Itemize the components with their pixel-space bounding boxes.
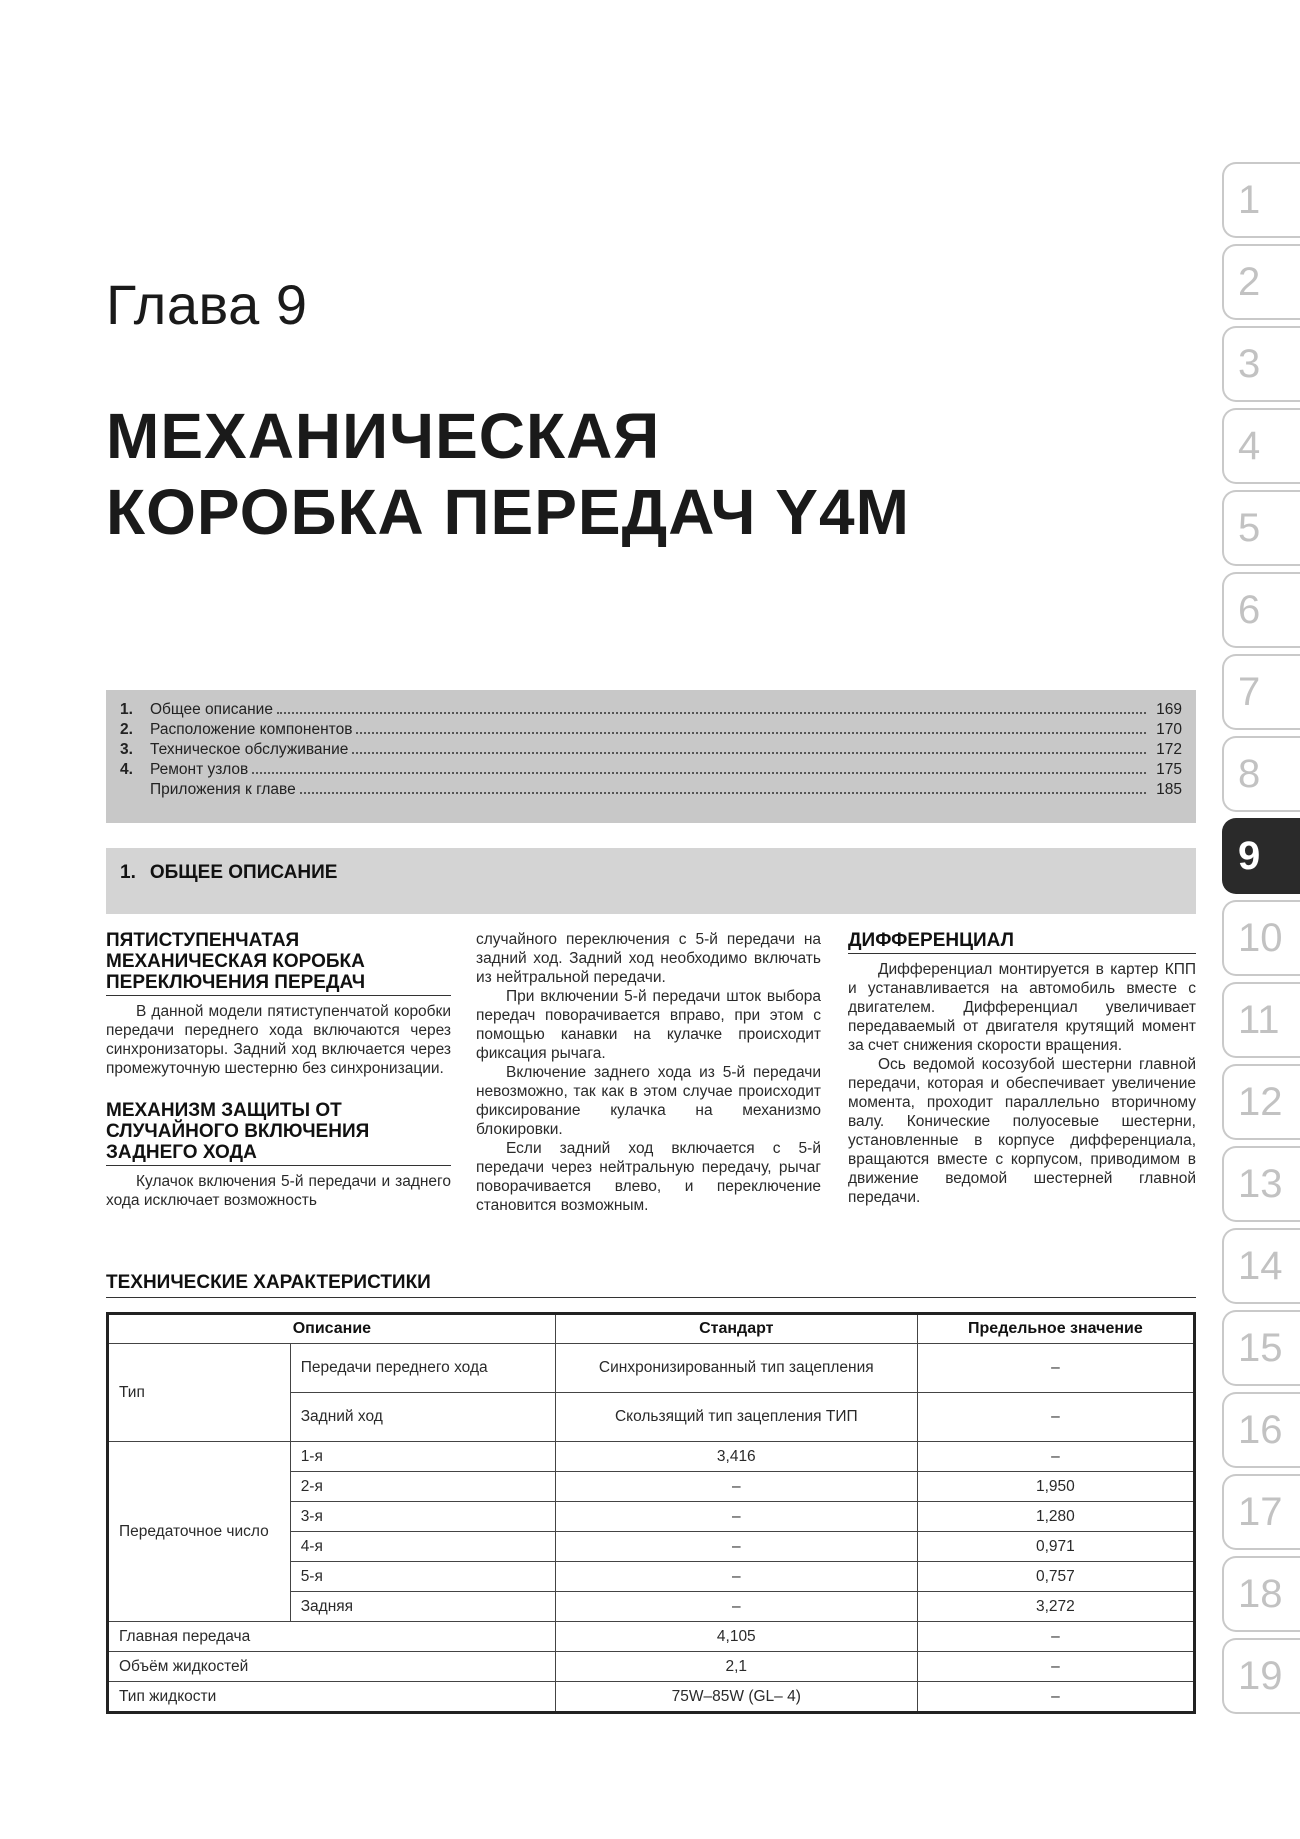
toc-item[interactable] <box>120 720 1182 740</box>
subheading-reverse-protection: МЕХАНИЗМ ЗАЩИТЫ ОТ СЛУЧАЙНОГО ВКЛЮЧЕНИЯ ЗАДНЕГО ХОДА <box>106 1100 451 1166</box>
chapter-title-line-2: КОРОБКА ПЕРЕДАЧ Y4M <box>106 476 910 548</box>
chapter-tab-18[interactable]: 18 <box>1222 1556 1300 1632</box>
paragraph: Дифференциал монтируется в картер КПП и устанавливается на автомобиль вместе с двигателем. Дифференциал увеличивает передаваемый от двигателя крутящий момент за счет снижения скорости вращения. <box>848 961 1196 1054</box>
table-cell: – <box>555 1502 917 1532</box>
table-cell: – <box>555 1562 917 1592</box>
table-cell: 0,757 <box>917 1562 1194 1592</box>
text-column-3 <box>848 930 1196 1207</box>
chapter-tab-4[interactable]: 4 <box>1222 408 1300 484</box>
toc-dot-leader <box>252 771 1146 774</box>
table-cell: 3-я <box>290 1502 555 1532</box>
toc-item[interactable] <box>120 740 1182 760</box>
toc-item-number: 1. <box>120 701 133 718</box>
chapter-tab-5[interactable]: 5 <box>1222 490 1300 566</box>
chapter-tab-12[interactable]: 12 <box>1222 1064 1300 1140</box>
table-cell: 5-я <box>290 1562 555 1592</box>
chapter-tab-6[interactable]: 6 <box>1222 572 1300 648</box>
text-column-2 <box>476 930 821 1215</box>
chapter-label: Глава 9 <box>106 273 308 336</box>
table-cell: 3,416 <box>555 1442 917 1472</box>
paragraph: В данной модели пятиступенчатой коробки передачи переднего хода включаются через синхронизаторы. Задний ход включается через промежуточную шестерню без синхронизации. <box>106 1003 451 1077</box>
toc-item-title: Техническое обслуживание <box>150 741 349 758</box>
table-row <box>108 1344 1195 1393</box>
chapter-title-line-1: МЕХАНИЧЕСКАЯ <box>106 400 661 472</box>
subheading-differential: ДИФФЕРЕНЦИАЛ <box>848 930 1196 954</box>
spec-table <box>106 1312 1196 1714</box>
table-cell: 1,950 <box>917 1472 1194 1502</box>
toc-item-page: 185 <box>1156 781 1182 798</box>
table-cell: Тип жидкости <box>108 1682 556 1713</box>
toc-item-title: Приложения к главе <box>150 781 296 798</box>
section-number: 1. <box>120 862 136 883</box>
table-cell: – <box>917 1652 1194 1682</box>
column-header: Описание <box>108 1314 556 1344</box>
table-cell: – <box>917 1393 1194 1442</box>
table-cell: 75W–85W (GL– 4) <box>555 1682 917 1713</box>
table-cell: – <box>917 1622 1194 1652</box>
chapter-tab-19[interactable]: 19 <box>1222 1638 1300 1714</box>
table-header-row <box>108 1314 1195 1344</box>
toc-item-title: Общее описание <box>150 701 273 718</box>
table-cell: – <box>555 1472 917 1502</box>
paragraph: Кулачок включения 5-й передачи и заднего хода исключает возможность <box>106 1173 451 1209</box>
chapter-tab-3[interactable]: 3 <box>1222 326 1300 402</box>
chapter-tab-1[interactable]: 1 <box>1222 162 1300 238</box>
toc-item-number: 3. <box>120 741 133 758</box>
chapter-tab-7[interactable]: 7 <box>1222 654 1300 730</box>
table-cell: Синхронизированный тип зацепления <box>555 1344 917 1393</box>
section-heading <box>106 848 1196 914</box>
column-header: Предельное значение <box>917 1314 1194 1344</box>
table-cell: 2,1 <box>555 1652 917 1682</box>
table-cell: 1,280 <box>917 1502 1194 1532</box>
table-cell: Объём жидкостей <box>108 1652 556 1682</box>
toc-item-page: 175 <box>1156 761 1182 778</box>
table-cell: Задний ход <box>290 1393 555 1442</box>
toc-item[interactable] <box>120 700 1182 720</box>
table-cell: 1-я <box>290 1442 555 1472</box>
table-cell: – <box>555 1592 917 1622</box>
toc-item-number: 4. <box>120 761 133 778</box>
table-cell: Главная передача <box>108 1622 556 1652</box>
chapter-tab-14[interactable]: 14 <box>1222 1228 1300 1304</box>
chapter-tab-13[interactable]: 13 <box>1222 1146 1300 1222</box>
toc-dot-leader <box>356 731 1146 734</box>
row-group-label: Передаточное число <box>108 1442 291 1622</box>
paragraph: Ось ведомой косозубой шестерни главной передачи, которая и обеспечивает увеличение момента, проходит параллельно вторичному валу. Конические полуосевые шестерни, установленные в корпусе дифференциала, вращаются вместе с корпусом, приводимом в движение ведомой шестерней главной передачи. <box>848 1056 1196 1206</box>
chapter-tab-10[interactable]: 10 <box>1222 900 1300 976</box>
toc-item[interactable] <box>120 780 1182 800</box>
table-cell: 4,105 <box>555 1622 917 1652</box>
chapter-tab-11[interactable]: 11 <box>1222 982 1300 1058</box>
table-cell: 0,971 <box>917 1532 1194 1562</box>
toc-item-page: 170 <box>1156 721 1182 738</box>
chapter-tab-16[interactable]: 16 <box>1222 1392 1300 1468</box>
table-of-contents <box>106 690 1196 823</box>
toc-item-page: 172 <box>1156 741 1182 758</box>
chapter-tabs <box>1222 162 1300 1720</box>
paragraph: Если задний ход включается с 5-й передачи через нейтральную передачу, рычаг поворачивается влево, и переключение становится возможным. <box>476 1140 821 1214</box>
toc-item-title: Ремонт узлов <box>150 761 249 778</box>
chapter-tab-17[interactable]: 17 <box>1222 1474 1300 1550</box>
toc-item-page: 169 <box>1156 701 1182 718</box>
table-cell: Скользящий тип зацепления ТИП <box>555 1393 917 1442</box>
toc-dot-leader <box>300 791 1146 794</box>
toc-dot-leader <box>277 711 1146 714</box>
text-column-1 <box>106 930 451 1210</box>
paragraph: Включение заднего хода из 5-й передачи невозможно, так как в этом случае происходит фиксирование кулачка на механизмо блокировки. <box>476 1064 821 1138</box>
table-cell: – <box>917 1344 1194 1393</box>
table-cell: Задняя <box>290 1592 555 1622</box>
table-cell: 3,272 <box>917 1592 1194 1622</box>
chapter-tab-9[interactable]: 9 <box>1222 818 1300 894</box>
table-cell: 2-я <box>290 1472 555 1502</box>
table-cell: – <box>917 1682 1194 1713</box>
chapter-tab-8[interactable]: 8 <box>1222 736 1300 812</box>
toc-dot-leader <box>352 751 1146 754</box>
table-cell: Передачи переднего хода <box>290 1344 555 1393</box>
table-row <box>108 1682 1195 1713</box>
tech-specs-title: ТЕХНИЧЕСКИЕ ХАРАКТЕРИСТИКИ <box>106 1272 1196 1298</box>
table-row <box>108 1652 1195 1682</box>
toc-item-title: Расположение компонентов <box>150 721 353 738</box>
table-row <box>108 1442 1195 1472</box>
column-header: Стандарт <box>555 1314 917 1344</box>
toc-item[interactable] <box>120 760 1182 780</box>
paragraph: При включении 5-й передачи шток выбора передач поворачивается вправо, при этом с помощью канавки на кулачке происходит фиксация рычага. <box>476 988 821 1062</box>
subheading-gearbox: ПЯТИСТУПЕНЧАТАЯ МЕХАНИЧЕСКАЯ КОРОБКА ПЕРЕКЛЮЧЕНИЯ ПЕРЕДАЧ <box>106 930 451 996</box>
table-cell: – <box>917 1442 1194 1472</box>
section-title: ОБЩЕЕ ОПИСАНИЕ <box>149 862 338 883</box>
table-cell: – <box>555 1532 917 1562</box>
chapter-title <box>106 398 1006 550</box>
row-group-label: Тип <box>108 1344 291 1442</box>
table-cell: 4-я <box>290 1532 555 1562</box>
table-row <box>108 1622 1195 1652</box>
chapter-tab-15[interactable]: 15 <box>1222 1310 1300 1386</box>
chapter-tab-2[interactable]: 2 <box>1222 244 1300 320</box>
toc-item-number: 2. <box>120 721 133 738</box>
paragraph: случайного переключения с 5-й передачи на задний ход. Задний ход необходимо включать из нейтральной передачи. <box>476 931 821 986</box>
